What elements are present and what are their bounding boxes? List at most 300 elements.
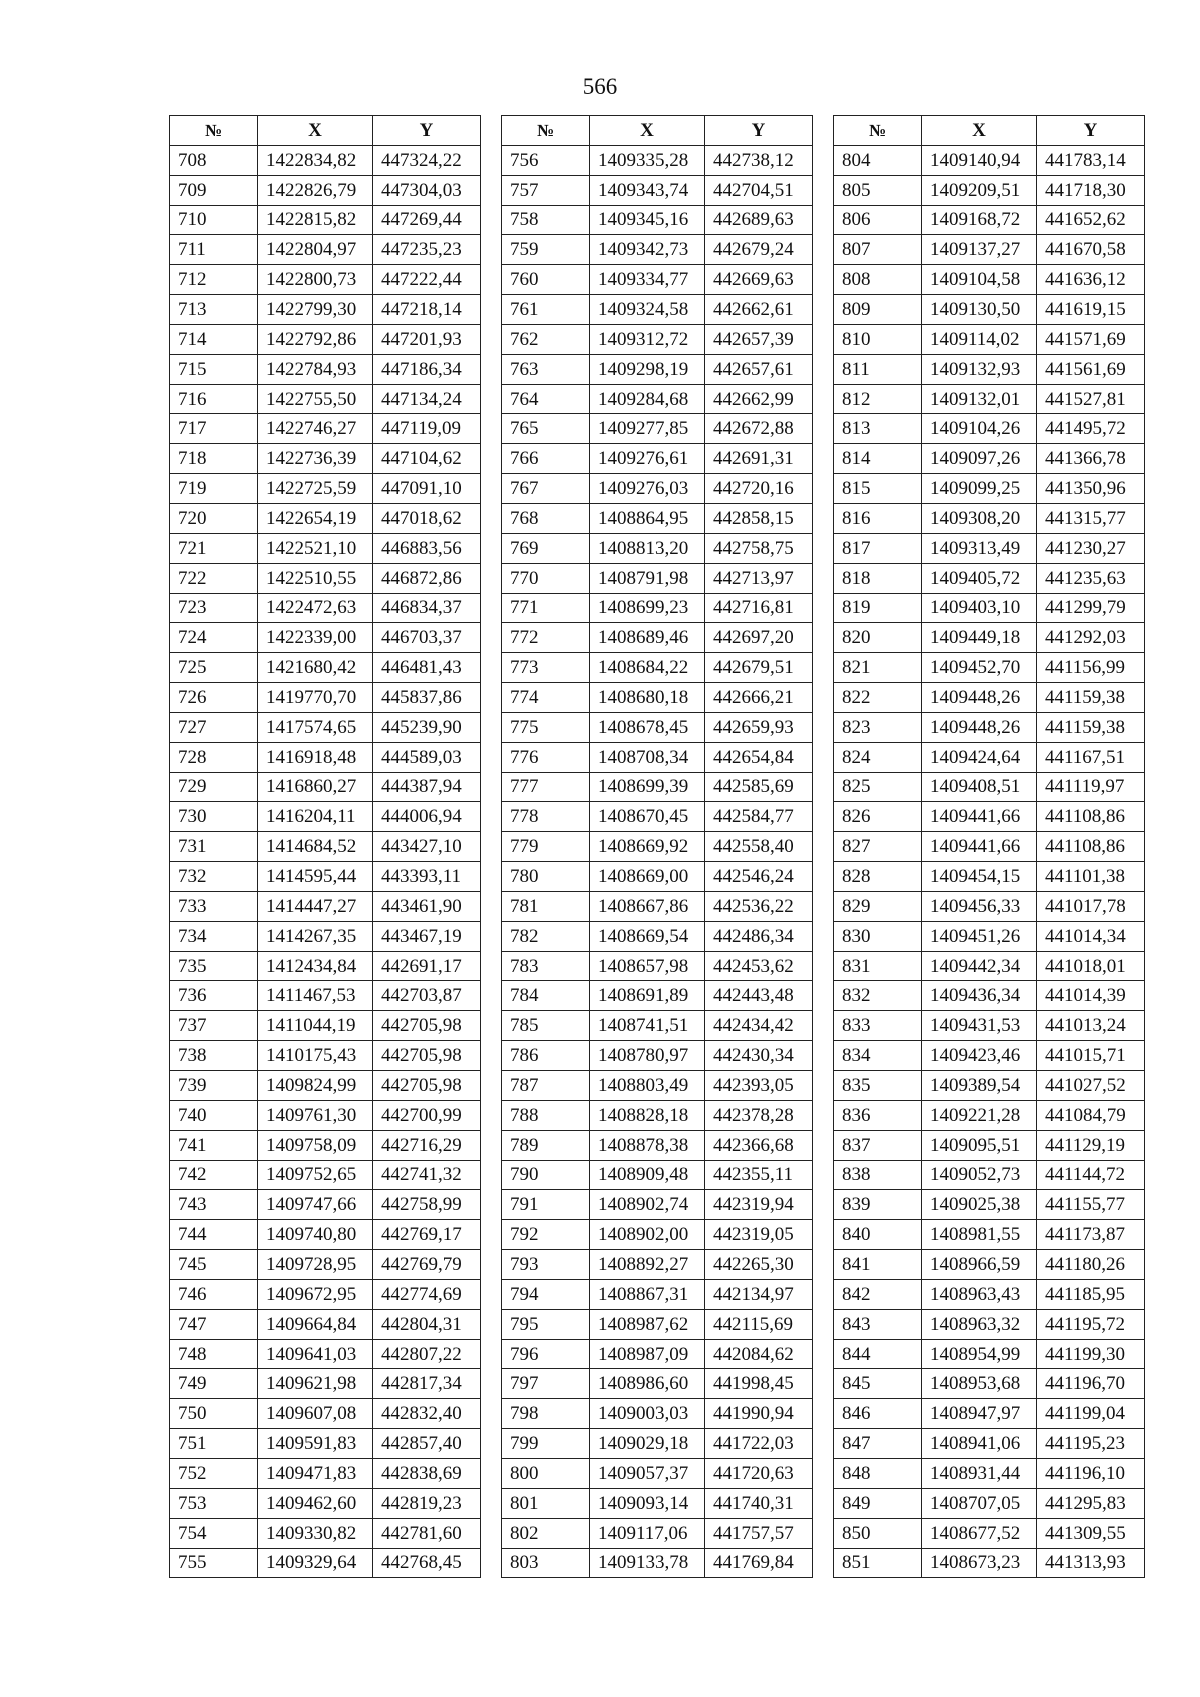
y-coordinate-cell: 447222,44 [373, 265, 481, 295]
y-coordinate-cell: 442857,40 [373, 1429, 481, 1459]
point-number-cell: 801 [502, 1488, 590, 1518]
y-coordinate-cell: 442769,79 [373, 1250, 481, 1280]
header-number: № [502, 116, 590, 146]
x-coordinate-cell: 1409424,64 [922, 742, 1037, 772]
table-row [170, 384, 481, 414]
header-y: Y [705, 116, 813, 146]
y-coordinate-cell: 443393,11 [373, 862, 481, 892]
table-row [170, 1100, 481, 1130]
point-number-cell: 828 [834, 862, 922, 892]
x-coordinate-cell: 1409130,50 [922, 295, 1037, 325]
x-coordinate-cell: 1409276,03 [590, 474, 705, 504]
point-number-cell: 717 [170, 414, 258, 444]
point-number-cell: 788 [502, 1100, 590, 1130]
x-coordinate-cell: 1408699,39 [590, 772, 705, 802]
x-coordinate-cell: 1409752,65 [258, 1160, 373, 1190]
y-coordinate-cell: 442720,16 [705, 474, 813, 504]
point-number-cell: 768 [502, 503, 590, 533]
table-row [502, 1279, 813, 1309]
table-row [834, 712, 1145, 742]
table-row [834, 145, 1145, 175]
table-row [502, 1250, 813, 1280]
y-coordinate-cell: 441309,55 [1037, 1518, 1145, 1548]
point-number-cell: 836 [834, 1100, 922, 1130]
y-coordinate-cell: 442558,40 [705, 832, 813, 862]
table-row [170, 1250, 481, 1280]
table-row [170, 1309, 481, 1339]
y-coordinate-cell: 441561,69 [1037, 354, 1145, 384]
point-number-cell: 719 [170, 474, 258, 504]
y-coordinate-cell: 442084,62 [705, 1339, 813, 1369]
y-coordinate-cell: 441084,79 [1037, 1100, 1145, 1130]
y-coordinate-cell: 442781,60 [373, 1518, 481, 1548]
table-row [170, 145, 481, 175]
header-y: Y [373, 116, 481, 146]
y-coordinate-cell: 441199,30 [1037, 1339, 1145, 1369]
x-coordinate-cell: 1409403,10 [922, 593, 1037, 623]
point-number-cell: 812 [834, 384, 922, 414]
x-coordinate-cell: 1409758,09 [258, 1130, 373, 1160]
table-row [170, 1458, 481, 1488]
y-coordinate-cell: 441670,58 [1037, 235, 1145, 265]
table-row [834, 1518, 1145, 1548]
table-row [834, 384, 1145, 414]
point-number-cell: 794 [502, 1279, 590, 1309]
table-row [834, 1309, 1145, 1339]
x-coordinate-cell: 1409277,85 [590, 414, 705, 444]
y-coordinate-cell: 441313,93 [1037, 1548, 1145, 1578]
point-number-cell: 714 [170, 324, 258, 354]
point-number-cell: 710 [170, 205, 258, 235]
point-number-cell: 763 [502, 354, 590, 384]
table-row [834, 1220, 1145, 1250]
y-coordinate-cell: 442705,98 [373, 1041, 481, 1071]
y-coordinate-cell: 447324,22 [373, 145, 481, 175]
point-number-cell: 764 [502, 384, 590, 414]
point-number-cell: 845 [834, 1369, 922, 1399]
x-coordinate-cell: 1422736,39 [258, 444, 373, 474]
x-coordinate-cell: 1409335,28 [590, 145, 705, 175]
table-row [502, 921, 813, 951]
x-coordinate-cell: 1408813,20 [590, 533, 705, 563]
table-row [170, 683, 481, 713]
y-coordinate-cell: 442819,23 [373, 1488, 481, 1518]
point-number-cell: 775 [502, 712, 590, 742]
point-number-cell: 805 [834, 175, 922, 205]
table-row [170, 563, 481, 593]
table-row [502, 533, 813, 563]
table-row [170, 623, 481, 653]
y-coordinate-cell: 442716,81 [705, 593, 813, 623]
header-y: Y [1037, 116, 1145, 146]
coordinate-tables [169, 115, 1145, 1578]
header-x: X [258, 116, 373, 146]
point-number-cell: 818 [834, 563, 922, 593]
point-number-cell: 772 [502, 623, 590, 653]
table-row [170, 1488, 481, 1518]
point-number-cell: 766 [502, 444, 590, 474]
y-coordinate-cell: 442741,32 [373, 1160, 481, 1190]
y-coordinate-cell: 442738,12 [705, 145, 813, 175]
point-number-cell: 837 [834, 1130, 922, 1160]
x-coordinate-cell: 1414684,52 [258, 832, 373, 862]
x-coordinate-cell: 1408669,54 [590, 921, 705, 951]
x-coordinate-cell: 1409284,68 [590, 384, 705, 414]
x-coordinate-cell: 1408864,95 [590, 503, 705, 533]
table-row [834, 324, 1145, 354]
table-row [170, 503, 481, 533]
y-coordinate-cell: 441159,38 [1037, 683, 1145, 713]
y-coordinate-cell: 442355,11 [705, 1160, 813, 1190]
point-number-cell: 747 [170, 1309, 258, 1339]
x-coordinate-cell: 1409334,77 [590, 265, 705, 295]
table-row [502, 862, 813, 892]
x-coordinate-cell: 1409448,26 [922, 683, 1037, 713]
table-row [502, 1041, 813, 1071]
x-coordinate-cell: 1409137,27 [922, 235, 1037, 265]
table-row [170, 1399, 481, 1429]
x-coordinate-cell: 1408966,59 [922, 1250, 1037, 1280]
x-coordinate-cell: 1408981,55 [922, 1220, 1037, 1250]
table-row [170, 1071, 481, 1101]
y-coordinate-cell: 446883,56 [373, 533, 481, 563]
y-coordinate-cell: 442319,05 [705, 1220, 813, 1250]
point-number-cell: 718 [170, 444, 258, 474]
header-x: X [922, 116, 1037, 146]
x-coordinate-cell: 1414595,44 [258, 862, 373, 892]
y-coordinate-cell: 441129,19 [1037, 1130, 1145, 1160]
point-number-cell: 725 [170, 653, 258, 683]
x-coordinate-cell: 1408669,92 [590, 832, 705, 862]
y-coordinate-cell: 447119,09 [373, 414, 481, 444]
point-number-cell: 816 [834, 503, 922, 533]
point-number-cell: 771 [502, 593, 590, 623]
x-coordinate-cell: 1408953,68 [922, 1369, 1037, 1399]
page-number: 566 [582, 74, 618, 99]
table-row [502, 1369, 813, 1399]
y-coordinate-cell: 442679,51 [705, 653, 813, 683]
table-row [170, 354, 481, 384]
table-row [170, 742, 481, 772]
x-coordinate-cell: 1409672,95 [258, 1279, 373, 1309]
y-coordinate-cell: 443467,19 [373, 921, 481, 951]
x-coordinate-cell: 1409824,99 [258, 1071, 373, 1101]
table-row [502, 1190, 813, 1220]
point-number-cell: 804 [834, 145, 922, 175]
point-number-cell: 847 [834, 1429, 922, 1459]
x-coordinate-cell: 1409607,08 [258, 1399, 373, 1429]
x-coordinate-cell: 1409442,34 [922, 951, 1037, 981]
table-row [170, 862, 481, 892]
table-row [502, 593, 813, 623]
point-number-cell: 751 [170, 1429, 258, 1459]
x-coordinate-cell: 1419770,70 [258, 683, 373, 713]
x-coordinate-cell: 1408741,51 [590, 1011, 705, 1041]
x-coordinate-cell: 1409621,98 [258, 1369, 373, 1399]
x-coordinate-cell: 1422799,30 [258, 295, 373, 325]
x-coordinate-cell: 1417574,65 [258, 712, 373, 742]
point-number-cell: 742 [170, 1160, 258, 1190]
table-row [170, 593, 481, 623]
x-coordinate-cell: 1409209,51 [922, 175, 1037, 205]
table-row [502, 354, 813, 384]
point-number-cell: 739 [170, 1071, 258, 1101]
table-row [834, 683, 1145, 713]
y-coordinate-cell: 441167,51 [1037, 742, 1145, 772]
table-row [502, 1458, 813, 1488]
point-number-cell: 844 [834, 1339, 922, 1369]
x-coordinate-cell: 1409132,01 [922, 384, 1037, 414]
point-number-cell: 726 [170, 683, 258, 713]
point-number-cell: 740 [170, 1100, 258, 1130]
table-row [170, 921, 481, 951]
table-row [170, 474, 481, 504]
y-coordinate-cell: 442758,75 [705, 533, 813, 563]
x-coordinate-cell: 1409454,15 [922, 862, 1037, 892]
table-header-row [502, 116, 813, 146]
table-row [834, 1130, 1145, 1160]
y-coordinate-cell: 442654,84 [705, 742, 813, 772]
point-number-cell: 806 [834, 205, 922, 235]
point-number-cell: 827 [834, 832, 922, 862]
y-coordinate-cell: 441366,78 [1037, 444, 1145, 474]
y-coordinate-cell: 442584,77 [705, 802, 813, 832]
y-coordinate-cell: 441718,30 [1037, 175, 1145, 205]
y-coordinate-cell: 441159,38 [1037, 712, 1145, 742]
point-number-cell: 713 [170, 295, 258, 325]
point-number-cell: 776 [502, 742, 590, 772]
point-number-cell: 785 [502, 1011, 590, 1041]
x-coordinate-cell: 1408689,46 [590, 623, 705, 653]
y-coordinate-cell: 443427,10 [373, 832, 481, 862]
x-coordinate-cell: 1408963,43 [922, 1279, 1037, 1309]
x-coordinate-cell: 1408780,97 [590, 1041, 705, 1071]
y-coordinate-cell: 442691,31 [705, 444, 813, 474]
x-coordinate-cell: 1409140,94 [922, 145, 1037, 175]
x-coordinate-cell: 1409591,83 [258, 1429, 373, 1459]
point-number-cell: 810 [834, 324, 922, 354]
point-number-cell: 727 [170, 712, 258, 742]
x-coordinate-cell: 1409298,19 [590, 354, 705, 384]
table-row [170, 772, 481, 802]
header-number: № [834, 116, 922, 146]
y-coordinate-cell: 441720,63 [705, 1458, 813, 1488]
y-coordinate-cell: 441571,69 [1037, 324, 1145, 354]
table-row [502, 474, 813, 504]
y-coordinate-cell: 441195,72 [1037, 1309, 1145, 1339]
y-coordinate-cell: 442716,29 [373, 1130, 481, 1160]
point-number-cell: 849 [834, 1488, 922, 1518]
y-coordinate-cell: 442115,69 [705, 1309, 813, 1339]
point-number-cell: 750 [170, 1399, 258, 1429]
table-row [834, 1488, 1145, 1518]
table-row [834, 503, 1145, 533]
table-row [502, 1429, 813, 1459]
x-coordinate-cell: 1422826,79 [258, 175, 373, 205]
coordinate-table [169, 115, 481, 1578]
y-coordinate-cell: 441295,83 [1037, 1488, 1145, 1518]
table-row [834, 1071, 1145, 1101]
y-coordinate-cell: 447186,34 [373, 354, 481, 384]
point-number-cell: 778 [502, 802, 590, 832]
point-number-cell: 748 [170, 1339, 258, 1369]
x-coordinate-cell: 1409452,70 [922, 653, 1037, 683]
x-coordinate-cell: 1422472,63 [258, 593, 373, 623]
y-coordinate-cell: 442672,88 [705, 414, 813, 444]
table-row [834, 1160, 1145, 1190]
point-number-cell: 789 [502, 1130, 590, 1160]
y-coordinate-cell: 441527,81 [1037, 384, 1145, 414]
point-number-cell: 721 [170, 533, 258, 563]
x-coordinate-cell: 1408657,98 [590, 951, 705, 981]
table-row [834, 295, 1145, 325]
table-row [834, 1548, 1145, 1578]
point-number-cell: 708 [170, 145, 258, 175]
y-coordinate-cell: 447018,62 [373, 503, 481, 533]
point-number-cell: 761 [502, 295, 590, 325]
point-number-cell: 831 [834, 951, 922, 981]
y-coordinate-cell: 441292,03 [1037, 623, 1145, 653]
table-row [170, 414, 481, 444]
point-number-cell: 745 [170, 1250, 258, 1280]
x-coordinate-cell: 1414267,35 [258, 921, 373, 951]
point-number-cell: 809 [834, 295, 922, 325]
y-coordinate-cell: 442657,39 [705, 324, 813, 354]
y-coordinate-cell: 442838,69 [373, 1458, 481, 1488]
coordinate-table [833, 115, 1145, 1578]
x-coordinate-cell: 1409728,95 [258, 1250, 373, 1280]
point-number-cell: 737 [170, 1011, 258, 1041]
point-number-cell: 792 [502, 1220, 590, 1250]
table-row [502, 1071, 813, 1101]
point-number-cell: 825 [834, 772, 922, 802]
table-row [834, 1399, 1145, 1429]
y-coordinate-cell: 442768,45 [373, 1548, 481, 1578]
table-row [834, 474, 1145, 504]
x-coordinate-cell: 1408684,22 [590, 653, 705, 683]
point-number-cell: 796 [502, 1339, 590, 1369]
y-coordinate-cell: 441722,03 [705, 1429, 813, 1459]
table-row [834, 623, 1145, 653]
y-coordinate-cell: 442704,51 [705, 175, 813, 205]
x-coordinate-cell: 1408941,06 [922, 1429, 1037, 1459]
table-row [170, 832, 481, 862]
point-number-cell: 755 [170, 1548, 258, 1578]
table-row [170, 1160, 481, 1190]
y-coordinate-cell: 443461,90 [373, 891, 481, 921]
y-coordinate-cell: 441769,84 [705, 1548, 813, 1578]
x-coordinate-cell: 1409312,72 [590, 324, 705, 354]
table-row [170, 324, 481, 354]
table-row [834, 563, 1145, 593]
point-number-cell: 851 [834, 1548, 922, 1578]
y-coordinate-cell: 442804,31 [373, 1309, 481, 1339]
x-coordinate-cell: 1409761,30 [258, 1100, 373, 1130]
x-coordinate-cell: 1409449,18 [922, 623, 1037, 653]
table-row [502, 205, 813, 235]
table-row [834, 1250, 1145, 1280]
y-coordinate-cell: 446834,37 [373, 593, 481, 623]
x-coordinate-cell: 1409448,26 [922, 712, 1037, 742]
table-row [170, 802, 481, 832]
y-coordinate-cell: 445239,90 [373, 712, 481, 742]
point-number-cell: 731 [170, 832, 258, 862]
table-row [502, 175, 813, 205]
y-coordinate-cell: 442486,34 [705, 921, 813, 951]
table-row [502, 384, 813, 414]
point-number-cell: 840 [834, 1220, 922, 1250]
y-coordinate-cell: 441108,86 [1037, 802, 1145, 832]
point-number-cell: 780 [502, 862, 590, 892]
point-number-cell: 795 [502, 1309, 590, 1339]
x-coordinate-cell: 1409343,74 [590, 175, 705, 205]
y-coordinate-cell: 441155,77 [1037, 1190, 1145, 1220]
table-row [834, 891, 1145, 921]
y-coordinate-cell: 441350,96 [1037, 474, 1145, 504]
y-coordinate-cell: 442430,34 [705, 1041, 813, 1071]
table-row [502, 503, 813, 533]
x-coordinate-cell: 1409104,58 [922, 265, 1037, 295]
table-row [834, 593, 1145, 623]
point-number-cell: 834 [834, 1041, 922, 1071]
table-row [502, 653, 813, 683]
y-coordinate-cell: 441998,45 [705, 1369, 813, 1399]
x-coordinate-cell: 1408708,34 [590, 742, 705, 772]
table-row [502, 1488, 813, 1518]
table-row [834, 802, 1145, 832]
x-coordinate-cell: 1416860,27 [258, 772, 373, 802]
point-number-cell: 787 [502, 1071, 590, 1101]
x-coordinate-cell: 1409029,18 [590, 1429, 705, 1459]
y-coordinate-cell: 442662,61 [705, 295, 813, 325]
y-coordinate-cell: 444006,94 [373, 802, 481, 832]
point-number-cell: 741 [170, 1130, 258, 1160]
table-row [502, 891, 813, 921]
table-row [170, 1011, 481, 1041]
point-number-cell: 758 [502, 205, 590, 235]
point-number-cell: 753 [170, 1488, 258, 1518]
point-number-cell: 744 [170, 1220, 258, 1250]
point-number-cell: 813 [834, 414, 922, 444]
y-coordinate-cell: 442669,63 [705, 265, 813, 295]
x-coordinate-cell: 1409221,28 [922, 1100, 1037, 1130]
x-coordinate-cell: 1409747,66 [258, 1190, 373, 1220]
y-coordinate-cell: 441014,39 [1037, 981, 1145, 1011]
header-number: № [170, 116, 258, 146]
y-coordinate-cell: 441119,97 [1037, 772, 1145, 802]
table-row [170, 981, 481, 1011]
table-row [834, 1369, 1145, 1399]
table-row [834, 533, 1145, 563]
y-coordinate-cell: 441619,15 [1037, 295, 1145, 325]
x-coordinate-cell: 1409114,02 [922, 324, 1037, 354]
x-coordinate-cell: 1408678,45 [590, 712, 705, 742]
x-coordinate-cell: 1409408,51 [922, 772, 1037, 802]
y-coordinate-cell: 441652,62 [1037, 205, 1145, 235]
point-number-cell: 760 [502, 265, 590, 295]
table-row [170, 175, 481, 205]
x-coordinate-cell: 1409308,20 [922, 503, 1037, 533]
table-row [502, 563, 813, 593]
point-number-cell: 732 [170, 862, 258, 892]
point-number-cell: 738 [170, 1041, 258, 1071]
y-coordinate-cell: 441013,24 [1037, 1011, 1145, 1041]
table-row [502, 1518, 813, 1548]
y-coordinate-cell: 442443,48 [705, 981, 813, 1011]
point-number-cell: 823 [834, 712, 922, 742]
point-number-cell: 842 [834, 1279, 922, 1309]
x-coordinate-cell: 1422815,82 [258, 205, 373, 235]
